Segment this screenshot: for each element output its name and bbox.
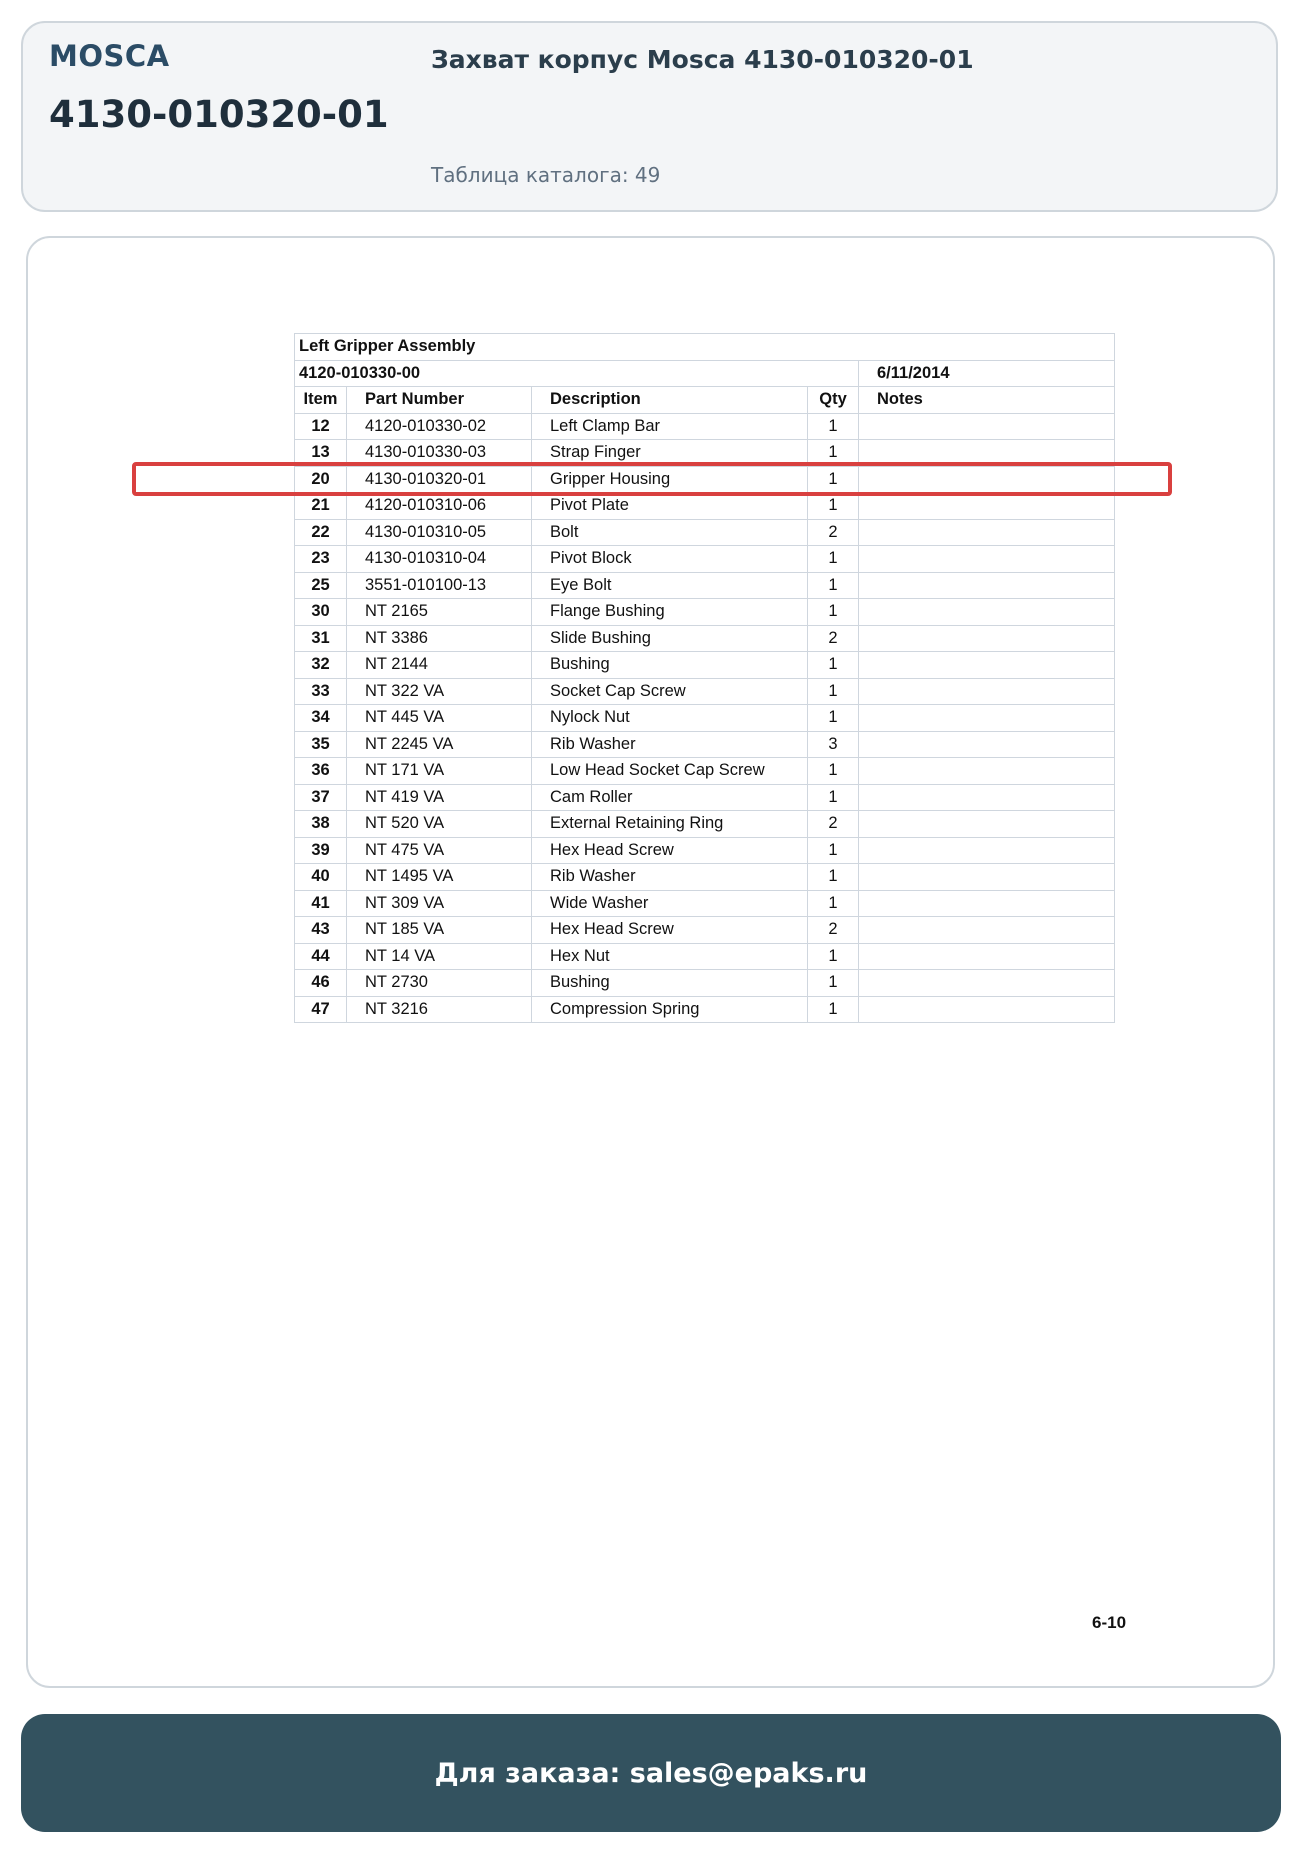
item-cell: 41 (295, 890, 347, 917)
qty-cell: 1 (808, 652, 859, 679)
notes-cell (859, 493, 1115, 520)
description-cell: Bushing (532, 970, 808, 997)
table-row (295, 678, 1115, 705)
description-cell: Eye Bolt (532, 572, 808, 599)
notes-cell (859, 625, 1115, 652)
item-cell: 13 (295, 440, 347, 467)
table-row (295, 784, 1115, 811)
table-row (295, 493, 1115, 520)
description-cell: Bushing (532, 652, 808, 679)
part-number-cell: NT 171 VA (347, 758, 532, 785)
notes-cell (859, 943, 1115, 970)
table-row (295, 890, 1115, 917)
table-row (295, 943, 1115, 970)
part-number-cell: NT 2245 VA (347, 731, 532, 758)
notes-cell (859, 678, 1115, 705)
description-cell: Cam Roller (532, 784, 808, 811)
description-cell: Compression Spring (532, 996, 808, 1023)
column-header-part-number: Part Number (347, 387, 532, 414)
order-contact-text: Для заказа: sales@epaks.ru (434, 1757, 868, 1789)
part-number-cell: NT 419 VA (347, 784, 532, 811)
notes-cell (859, 519, 1115, 546)
qty-cell: 1 (808, 599, 859, 626)
description-cell: Left Clamp Bar (532, 413, 808, 440)
description-cell: Bolt (532, 519, 808, 546)
item-cell: 37 (295, 784, 347, 811)
description-cell: Low Head Socket Cap Screw (532, 758, 808, 785)
part-number-cell: NT 3386 (347, 625, 532, 652)
item-cell: 20 (295, 466, 347, 493)
notes-cell (859, 413, 1115, 440)
item-cell: 12 (295, 413, 347, 440)
notes-cell (859, 970, 1115, 997)
notes-cell (859, 864, 1115, 891)
description-cell: Pivot Plate (532, 493, 808, 520)
table-row (295, 996, 1115, 1023)
qty-cell: 2 (808, 625, 859, 652)
item-cell: 38 (295, 811, 347, 838)
part-number-cell: 4130-010310-05 (347, 519, 532, 546)
parts-table (294, 333, 1115, 1023)
table-row (295, 546, 1115, 573)
page-number: 6-10 (1092, 1613, 1127, 1632)
catalog-table-label: Таблица каталога: 49 (431, 163, 661, 187)
qty-cell: 1 (808, 758, 859, 785)
qty-cell: 1 (808, 996, 859, 1023)
table-row (295, 917, 1115, 944)
description-cell: Slide Bushing (532, 625, 808, 652)
table-row (295, 652, 1115, 679)
part-number-cell: 3551-010100-13 (347, 572, 532, 599)
notes-cell (859, 811, 1115, 838)
description-cell: Flange Bushing (532, 599, 808, 626)
assembly-title-row (295, 334, 1115, 361)
item-cell: 34 (295, 705, 347, 732)
item-cell: 46 (295, 970, 347, 997)
qty-cell: 1 (808, 466, 859, 493)
description-cell: Nylock Nut (532, 705, 808, 732)
assembly-number: 4120-010330-00 (295, 360, 859, 387)
qty-cell: 1 (808, 413, 859, 440)
part-number-cell: 4130-010310-04 (347, 546, 532, 573)
part-number-cell: NT 1495 VA (347, 864, 532, 891)
qty-cell: 1 (808, 943, 859, 970)
part-number-cell: NT 2165 (347, 599, 532, 626)
description-cell: Wide Washer (532, 890, 808, 917)
column-header-qty: Qty (808, 387, 859, 414)
table-row (295, 413, 1115, 440)
table-row (295, 625, 1115, 652)
table-row (295, 970, 1115, 997)
notes-cell (859, 599, 1115, 626)
part-number-cell: NT 309 VA (347, 890, 532, 917)
qty-cell: 1 (808, 890, 859, 917)
table-row (295, 811, 1115, 838)
description-cell: Rib Washer (532, 864, 808, 891)
qty-cell: 1 (808, 493, 859, 520)
column-header-item: Item (295, 387, 347, 414)
column-header-notes: Notes (859, 387, 1115, 414)
qty-cell: 2 (808, 519, 859, 546)
part-number-cell: NT 3216 (347, 996, 532, 1023)
item-cell: 25 (295, 572, 347, 599)
qty-cell: 3 (808, 731, 859, 758)
qty-cell: 1 (808, 837, 859, 864)
assembly-date: 6/11/2014 (859, 360, 1115, 387)
qty-cell: 1 (808, 546, 859, 573)
item-cell: 23 (295, 546, 347, 573)
description-cell: Strap Finger (532, 440, 808, 467)
item-cell: 22 (295, 519, 347, 546)
item-cell: 35 (295, 731, 347, 758)
notes-cell (859, 546, 1115, 573)
page-title: Захват корпус Mosca 4130-010320-01 (431, 45, 974, 74)
item-cell: 32 (295, 652, 347, 679)
column-header-description: Description (532, 387, 808, 414)
item-cell: 30 (295, 599, 347, 626)
table-row (295, 758, 1115, 785)
brand-name: MOSCA (49, 39, 170, 73)
notes-cell (859, 705, 1115, 732)
qty-cell: 1 (808, 864, 859, 891)
item-cell: 47 (295, 996, 347, 1023)
selected-part-highlight (132, 462, 1172, 496)
qty-cell: 2 (808, 917, 859, 944)
item-cell: 31 (295, 625, 347, 652)
part-number-cell: NT 520 VA (347, 811, 532, 838)
qty-cell: 1 (808, 440, 859, 467)
notes-cell (859, 758, 1115, 785)
header-card (21, 21, 1278, 212)
part-number-cell: 4130-010320-01 (347, 466, 532, 493)
notes-cell (859, 837, 1115, 864)
table-row (295, 864, 1115, 891)
item-cell: 43 (295, 917, 347, 944)
notes-cell (859, 731, 1115, 758)
table-row (295, 572, 1115, 599)
table-row (295, 599, 1115, 626)
notes-cell (859, 652, 1115, 679)
part-number-cell: 4120-010330-02 (347, 413, 532, 440)
part-number-cell: NT 185 VA (347, 917, 532, 944)
description-cell: Pivot Block (532, 546, 808, 573)
item-cell: 21 (295, 493, 347, 520)
description-cell: Hex Nut (532, 943, 808, 970)
part-number-cell: NT 445 VA (347, 705, 532, 732)
item-cell: 39 (295, 837, 347, 864)
table-row (295, 705, 1115, 732)
qty-cell: 1 (808, 705, 859, 732)
assembly-number-row (295, 360, 1115, 387)
catalog-page-card (26, 236, 1275, 1688)
description-cell: Hex Head Screw (532, 837, 808, 864)
table-row (295, 731, 1115, 758)
part-code: 4130-010320-01 (49, 93, 389, 136)
qty-cell: 1 (808, 784, 859, 811)
qty-cell: 1 (808, 970, 859, 997)
qty-cell: 1 (808, 678, 859, 705)
qty-cell: 2 (808, 811, 859, 838)
notes-cell (859, 890, 1115, 917)
part-number-cell: 4120-010310-06 (347, 493, 532, 520)
description-cell: Socket Cap Screw (532, 678, 808, 705)
item-cell: 36 (295, 758, 347, 785)
notes-cell (859, 917, 1115, 944)
qty-cell: 1 (808, 572, 859, 599)
part-number-cell: NT 322 VA (347, 678, 532, 705)
item-cell: 40 (295, 864, 347, 891)
part-number-cell: NT 475 VA (347, 837, 532, 864)
description-cell: Hex Head Screw (532, 917, 808, 944)
description-cell: Gripper Housing (532, 466, 808, 493)
assembly-title: Left Gripper Assembly (295, 334, 1115, 361)
notes-cell (859, 784, 1115, 811)
table-row (295, 837, 1115, 864)
notes-cell (859, 996, 1115, 1023)
description-cell: External Retaining Ring (532, 811, 808, 838)
part-number-cell: 4130-010330-03 (347, 440, 532, 467)
order-footer (21, 1714, 1281, 1832)
part-number-cell: NT 14 VA (347, 943, 532, 970)
item-cell: 44 (295, 943, 347, 970)
description-cell: Rib Washer (532, 731, 808, 758)
column-header-row (295, 387, 1115, 414)
part-number-cell: NT 2730 (347, 970, 532, 997)
table-row (295, 519, 1115, 546)
item-cell: 33 (295, 678, 347, 705)
part-number-cell: NT 2144 (347, 652, 532, 679)
notes-cell (859, 572, 1115, 599)
